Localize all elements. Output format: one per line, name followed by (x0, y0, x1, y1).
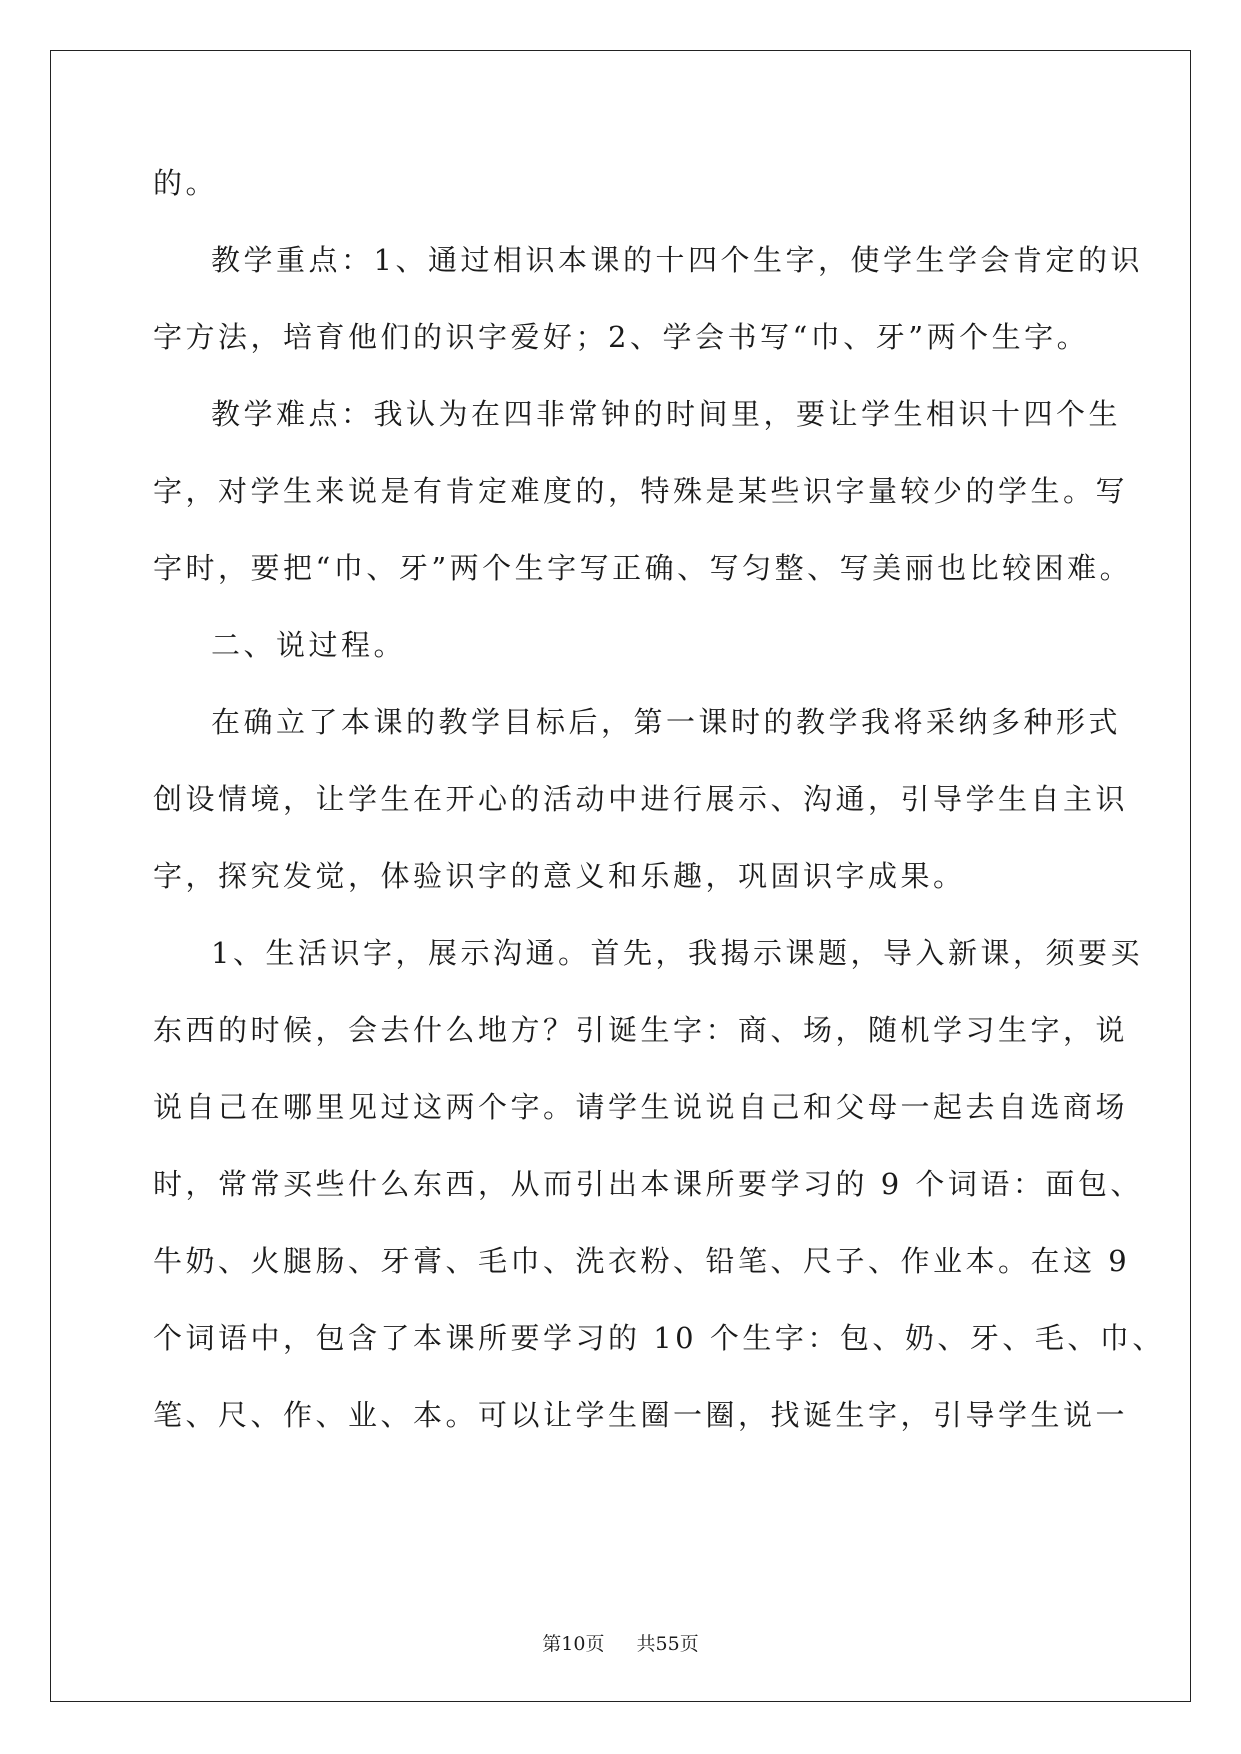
text-line: 时，常常买些什么东西，从而引出本课所要学习的 9 个词语：面包、 (153, 1167, 1143, 1201)
text-line: 东西的时候，会去什么地方？引诞生字：商、场，随机学习生字，说 (153, 1013, 1129, 1047)
text-line: 在确立了本课的教学目标后，第一课时的教学我将采纳多种形式 (211, 705, 1122, 739)
total-pages: 共55页 (636, 1633, 699, 1655)
page-number: 第10页 (542, 1633, 605, 1655)
text-line: 的。 (153, 166, 219, 200)
text-line: 1、生活识字，展示沟通。首先，我揭示课题，导入新课，须要买 (211, 936, 1143, 970)
text-line: 牛奶、火腿肠、牙膏、毛巾、洗衣粉、铅笔、尺子、作业本。在这 9 (153, 1244, 1131, 1278)
text-line: 字方法，培育他们的识字爱好；2、学会书写“巾、牙”两个生字。 (153, 320, 1090, 354)
text-line: 个词语中，包含了本课所要学习的 10 个生字：包、奶、牙、毛、巾、 (153, 1321, 1165, 1355)
page-footer (0, 1632, 1241, 1656)
text-line: 教学难点：我认为在四非常钟的时间里，要让学生相识十四个生 (211, 397, 1122, 431)
text-line: 笔、尺、作、业、本。可以让学生圈一圈，找诞生字，引导学生说一 (153, 1398, 1129, 1432)
text-line: 创设情境，让学生在开心的活动中进行展示、沟通，引导学生自主识 (153, 782, 1129, 816)
text-line: 说自己在哪里见过这两个字。请学生说说自己和父母一起去自选商场 (153, 1090, 1129, 1124)
text-line: 字时，要把“巾、牙”两个生字写正确、写匀整、写美丽也比较困难。 (153, 551, 1133, 585)
text-line: 教学重点：1、通过相识本课的十四个生字，使学生学会肯定的识 (211, 243, 1143, 277)
text-line: 字，对学生来说是有肯定难度的，特殊是某些识字量较少的学生。写 (153, 474, 1129, 508)
text-line: 字，探究发觉，体验识字的意义和乐趣，巩固识字成果。 (153, 859, 966, 893)
section-heading: 二、说过程。 (211, 628, 407, 662)
